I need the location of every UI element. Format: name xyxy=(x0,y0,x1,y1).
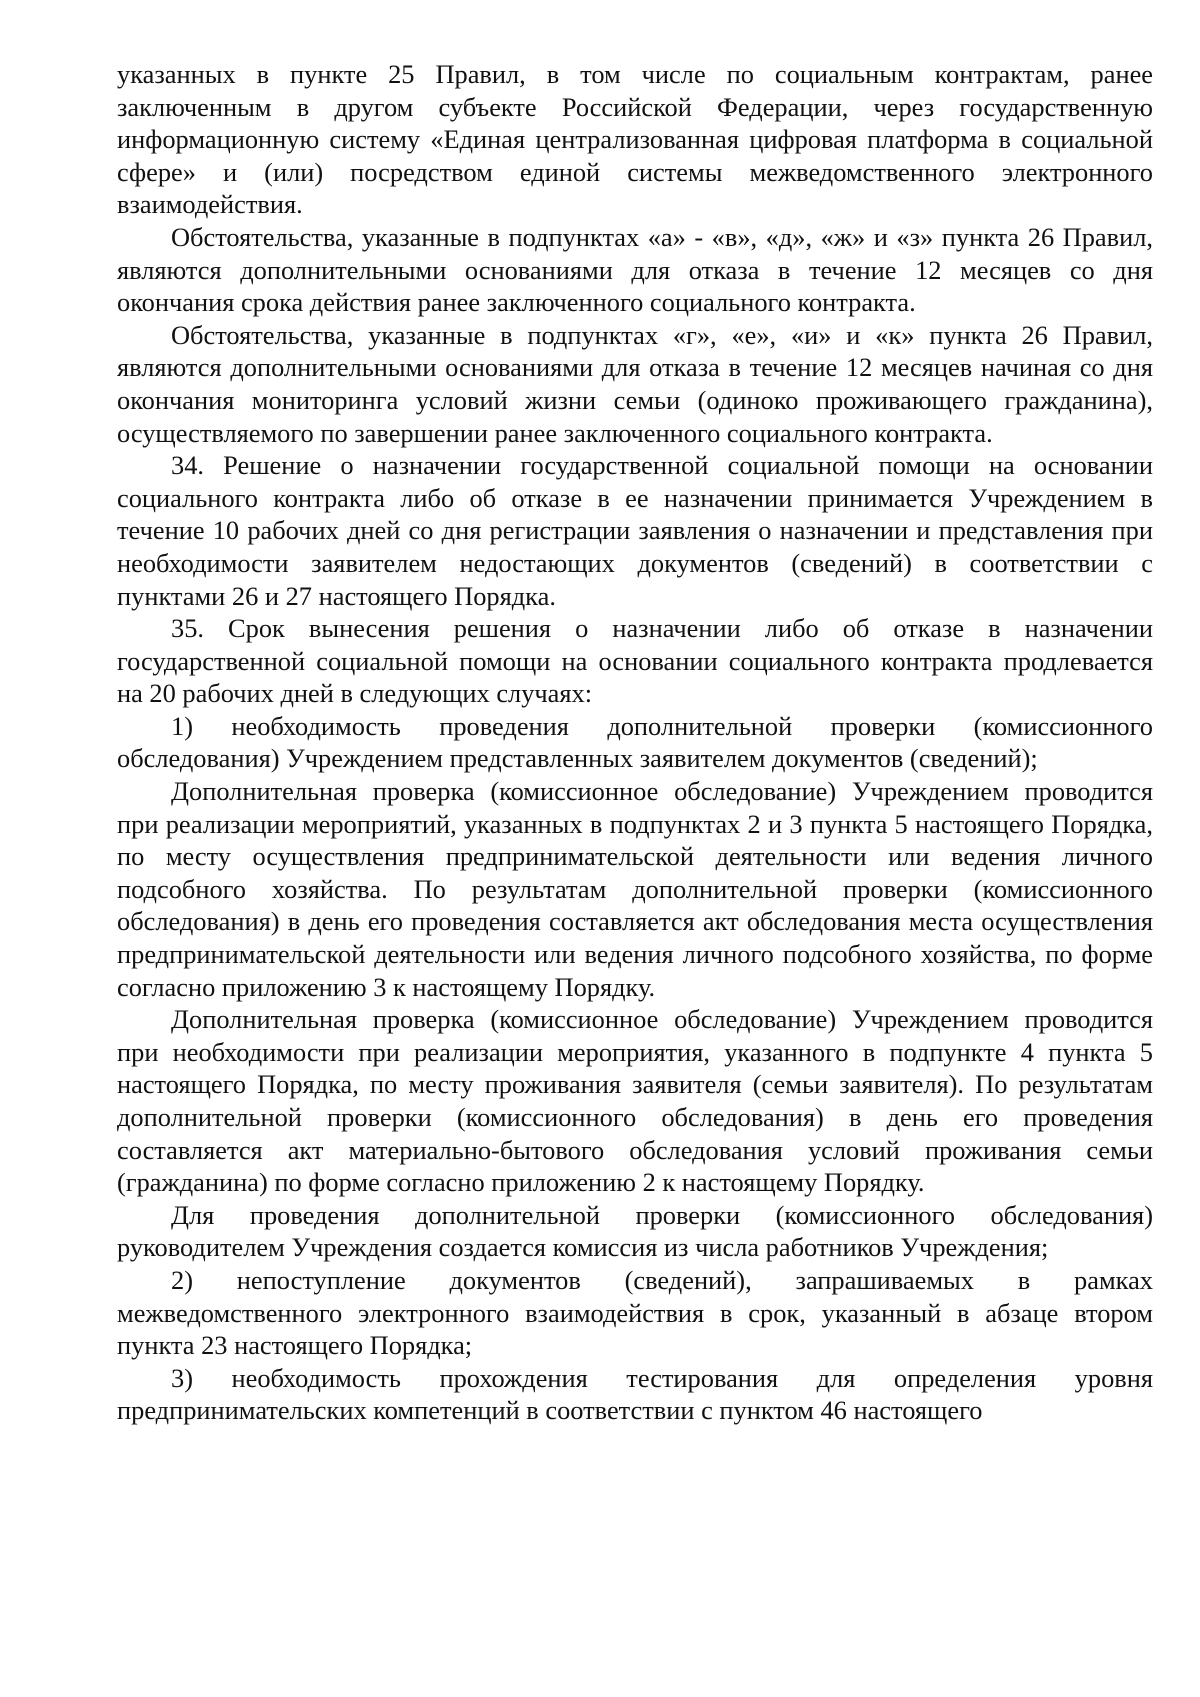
paragraph-item-35: 35. Срок вынесения решения о назначении либо об отказе в назначении государственной социальной помощи на основании социального контракта продлевается на 20 рабочих дней в следующих случаях: xyxy=(117,613,1153,709)
paragraph-commission: Для проведения дополнительной проверки (комиссионного обследования) руководителем Учреждения создается комиссия из числа работников Учреждения; xyxy=(117,1199,1153,1263)
paragraph-circumstances-1: Обстоятельства, указанные в подпунктах «а» - «в», «д», «ж» и «з» пункта 26 Правил, являются дополнительными основаниями для отказа в течение 12 месяцев со дня окончания срока действия ранее заключенного социального контракта. xyxy=(117,221,1153,318)
paragraph-continuation: указанных в пункте 25 Правил, в том числе по социальным контрактам, ранее заключенным в другом субъекте Российской Федерации, через государственную информационную систему «Единая централизованная цифровая платформа в социальной сфере» и (или) посредством единой системы межведомственного электронного взаимодействия. xyxy=(117,59,1153,220)
paragraph-circumstances-2: Обстоятельства, указанные в подпунктах «г», «е», «и» и «к» пункта 26 Правил, являются дополнительными основаниями для отказа в течение 12 месяцев начиная со дня окончания мониторинга условий жизни семьи (одиноко проживающего гражданина), осуществляемого по завершении ранее заключенного социального контракта. xyxy=(117,319,1153,448)
paragraph-additional-check-1: Дополнительная проверка (комиссионное обследование) Учреждением проводится при реализации мероприятий, указанных в подпунктах 2 и 3 пункта 5 настоящего Порядка, по месту осуществления предпринимательской деятельности или ведения личного подсобного хозяйства. По результатам дополнительной проверки (комиссионного обследования) в день его проведения составляется акт обследования места осуществления предпринимательской деятельности или ведения личного подсобного хозяйства, по форме согласно приложению 3 к настоящему Порядку. xyxy=(117,776,1153,1002)
paragraph-item-34: 34. Решение о назначении государственной социальной помощи на основании социального контракта либо об отказе в ее назначении принимается Учреждением в течение 10 рабочих дней со дня регистрации заявления о назначении и представления при необходимости заявителем недостающих документов (сведений) в соответствии с пунктами 26 и 27 настоящего Порядка. xyxy=(117,450,1153,611)
paragraph-subitem-3: 3) необходимость прохождения тестирования для определения уровня предпринимательских компетенций в соответствии с пунктом 46 настоящего xyxy=(117,1362,1153,1426)
paragraph-subitem-2: 2) непоступление документов (сведений), запрашиваемых в рамках межведомственного электронного взаимодействия в срок, указанный в абзаце втором пункта 23 настоящего Порядка; xyxy=(117,1264,1153,1361)
document-body xyxy=(117,58,1153,1427)
paragraph-additional-check-2: Дополнительная проверка (комиссионное обследование) Учреждением проводится при необходимости при реализации мероприятия, указанного в подпункте 4 пункта 5 настоящего Порядка, по месту проживания заявителя (семьи заявителя). По результатам дополнительной проверки (комиссионного обследования) в день его проведения составляется акт материально-бытового обследования условий проживания семьи (гражданина) по форме согласно приложению 2 к настоящему Порядку. xyxy=(117,1004,1153,1198)
paragraph-subitem-1: 1) необходимость проведения дополнительной проверки (комиссионного обследования) Учреждением представленных заявителем документов (сведений); xyxy=(117,710,1153,774)
